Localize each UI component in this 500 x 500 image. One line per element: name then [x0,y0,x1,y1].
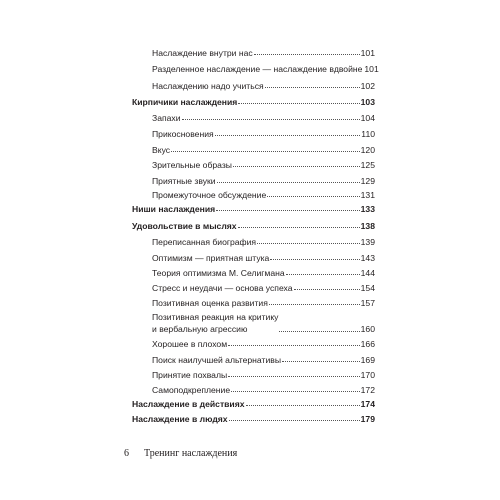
toc-entry-page: 166 [360,339,375,349]
toc-entry-title: Самоподкрепление [152,385,231,395]
toc-section-page: 103 [360,97,375,107]
toc-entry-title [152,311,278,335]
toc-leader-dots [238,221,360,228]
toc-entry [152,129,375,139]
toc-section-page: 179 [360,414,375,424]
toc-entry-title: Вкус [152,145,171,155]
toc-entry-title: Принятие похвалы [152,370,228,380]
toc-entry-title: Прикосновения [152,129,214,139]
toc-entry-page: 143 [360,253,375,263]
toc-section-page: 138 [360,221,375,231]
toc-entry-page: 160 [360,324,375,334]
toc-entry-page: 154 [360,283,375,293]
toc-entry-title: Позитивная оценка развития [152,298,268,308]
toc-leader-dots [279,325,359,332]
toc-entry-title: Переписанная биография [152,237,257,247]
toc-entry-title: Наслаждению надо учиться [152,81,264,91]
toc-leader-dots [228,370,360,377]
toc-entry-page: 125 [360,160,375,170]
toc-entry-page: 101 [360,48,375,58]
toc-entry-title: Приятные звуки [152,176,216,186]
toc-leader-dots [294,283,360,290]
toc-leader-dots [233,160,360,167]
toc-entry [152,145,375,155]
toc-leader-dots [265,81,360,88]
toc-leader-dots [229,414,360,421]
toc-entry-page: 129 [360,176,375,186]
toc-entry [152,190,375,200]
toc-section-title: Ниши наслаждения [132,204,216,214]
toc-entry [152,113,375,123]
toc-leader-dots [246,399,360,406]
toc-entry-title: Разделенное наслаждение — наслаждение вдвойне [152,64,363,74]
toc-entry-page: 102 [360,81,375,91]
toc-section [132,204,375,214]
toc-entry-page: 157 [360,298,375,308]
toc-entry-page: 131 [360,190,375,200]
page-footer [124,448,237,459]
toc-entry-title: Теория оптимизма М. Селигмана [152,268,285,278]
toc-entry-title: Запахи [152,113,181,123]
toc-leader-dots [216,204,360,211]
toc-entry-page: 120 [360,145,375,155]
toc-entry-title: Стресс и неудачи — основа успеха [152,283,293,293]
toc-entry [152,81,375,91]
toc-section [132,97,375,107]
toc-leader-dots [171,145,360,152]
toc-entry-title-line-1: Позитивная реакция на критику [152,312,279,322]
toc-leader-dots [231,385,360,392]
toc-leader-dots [217,176,360,183]
toc-leader-dots [267,190,359,197]
toc-section-title: Кирпичики наслаждения [132,97,238,107]
toc-entry [152,237,375,247]
toc-leader-dots [228,339,360,346]
toc-leader-dots [238,97,359,104]
toc-entry [152,311,375,335]
toc-leader-dots [286,268,360,275]
toc-entry [152,176,375,186]
toc-leader-dots [257,237,360,244]
toc-leader-dots [270,253,359,260]
page-number: 6 [124,448,129,459]
toc-section [132,414,375,424]
toc-entry [152,48,375,58]
toc-entry [152,370,375,380]
toc-entry-page: 144 [360,268,375,278]
toc-section [132,221,375,231]
toc-section-title: Удовольствие в мыслях [132,221,237,231]
toc-entry-page: 110 [361,129,375,139]
toc-leader-dots [182,113,360,120]
toc-entry [152,64,379,74]
toc-entry [152,283,375,293]
toc-entry-title: Оптимизм — приятная штука [152,253,270,263]
toc-section-page: 174 [360,399,375,409]
toc-entry [152,253,375,263]
toc-entry [152,268,375,278]
toc-entry-title: Наслаждение внутри нас [152,48,253,58]
toc-section-title: Наслаждение в людях [132,414,228,424]
toc-entry [152,355,375,365]
running-title: Тренинг наслаждения [144,448,238,459]
toc-leader-dots [215,129,361,136]
toc-entry [152,339,375,349]
toc-entry-title: Промежуточное обсуждение [152,190,267,200]
toc-entry-page: 104 [360,113,375,123]
toc-leader-dots [282,355,360,362]
toc-entry [152,160,375,170]
toc-entry-page: 170 [360,370,375,380]
toc-entry-title: Поиск наилучшей альтернативы [152,355,281,365]
toc-entry-page: 139 [360,237,375,247]
toc-section-title: Наслаждение в действиях [132,399,245,409]
toc-entry [152,298,375,308]
toc-entry-page: 172 [360,385,375,395]
toc-section [132,399,375,409]
toc-entry-page: 169 [360,355,375,365]
toc-entry-page: 101 [364,64,379,74]
toc-section-page: 133 [360,204,375,214]
toc-entry-title-line-2: и вербальную агрессию [152,324,248,334]
toc-entry [152,385,375,395]
toc-leader-dots [269,298,360,305]
toc-entry-title: Зрительные образы [152,160,232,170]
toc-leader-dots [254,48,360,55]
toc-entry-title: Хорошее в плохом [152,339,228,349]
